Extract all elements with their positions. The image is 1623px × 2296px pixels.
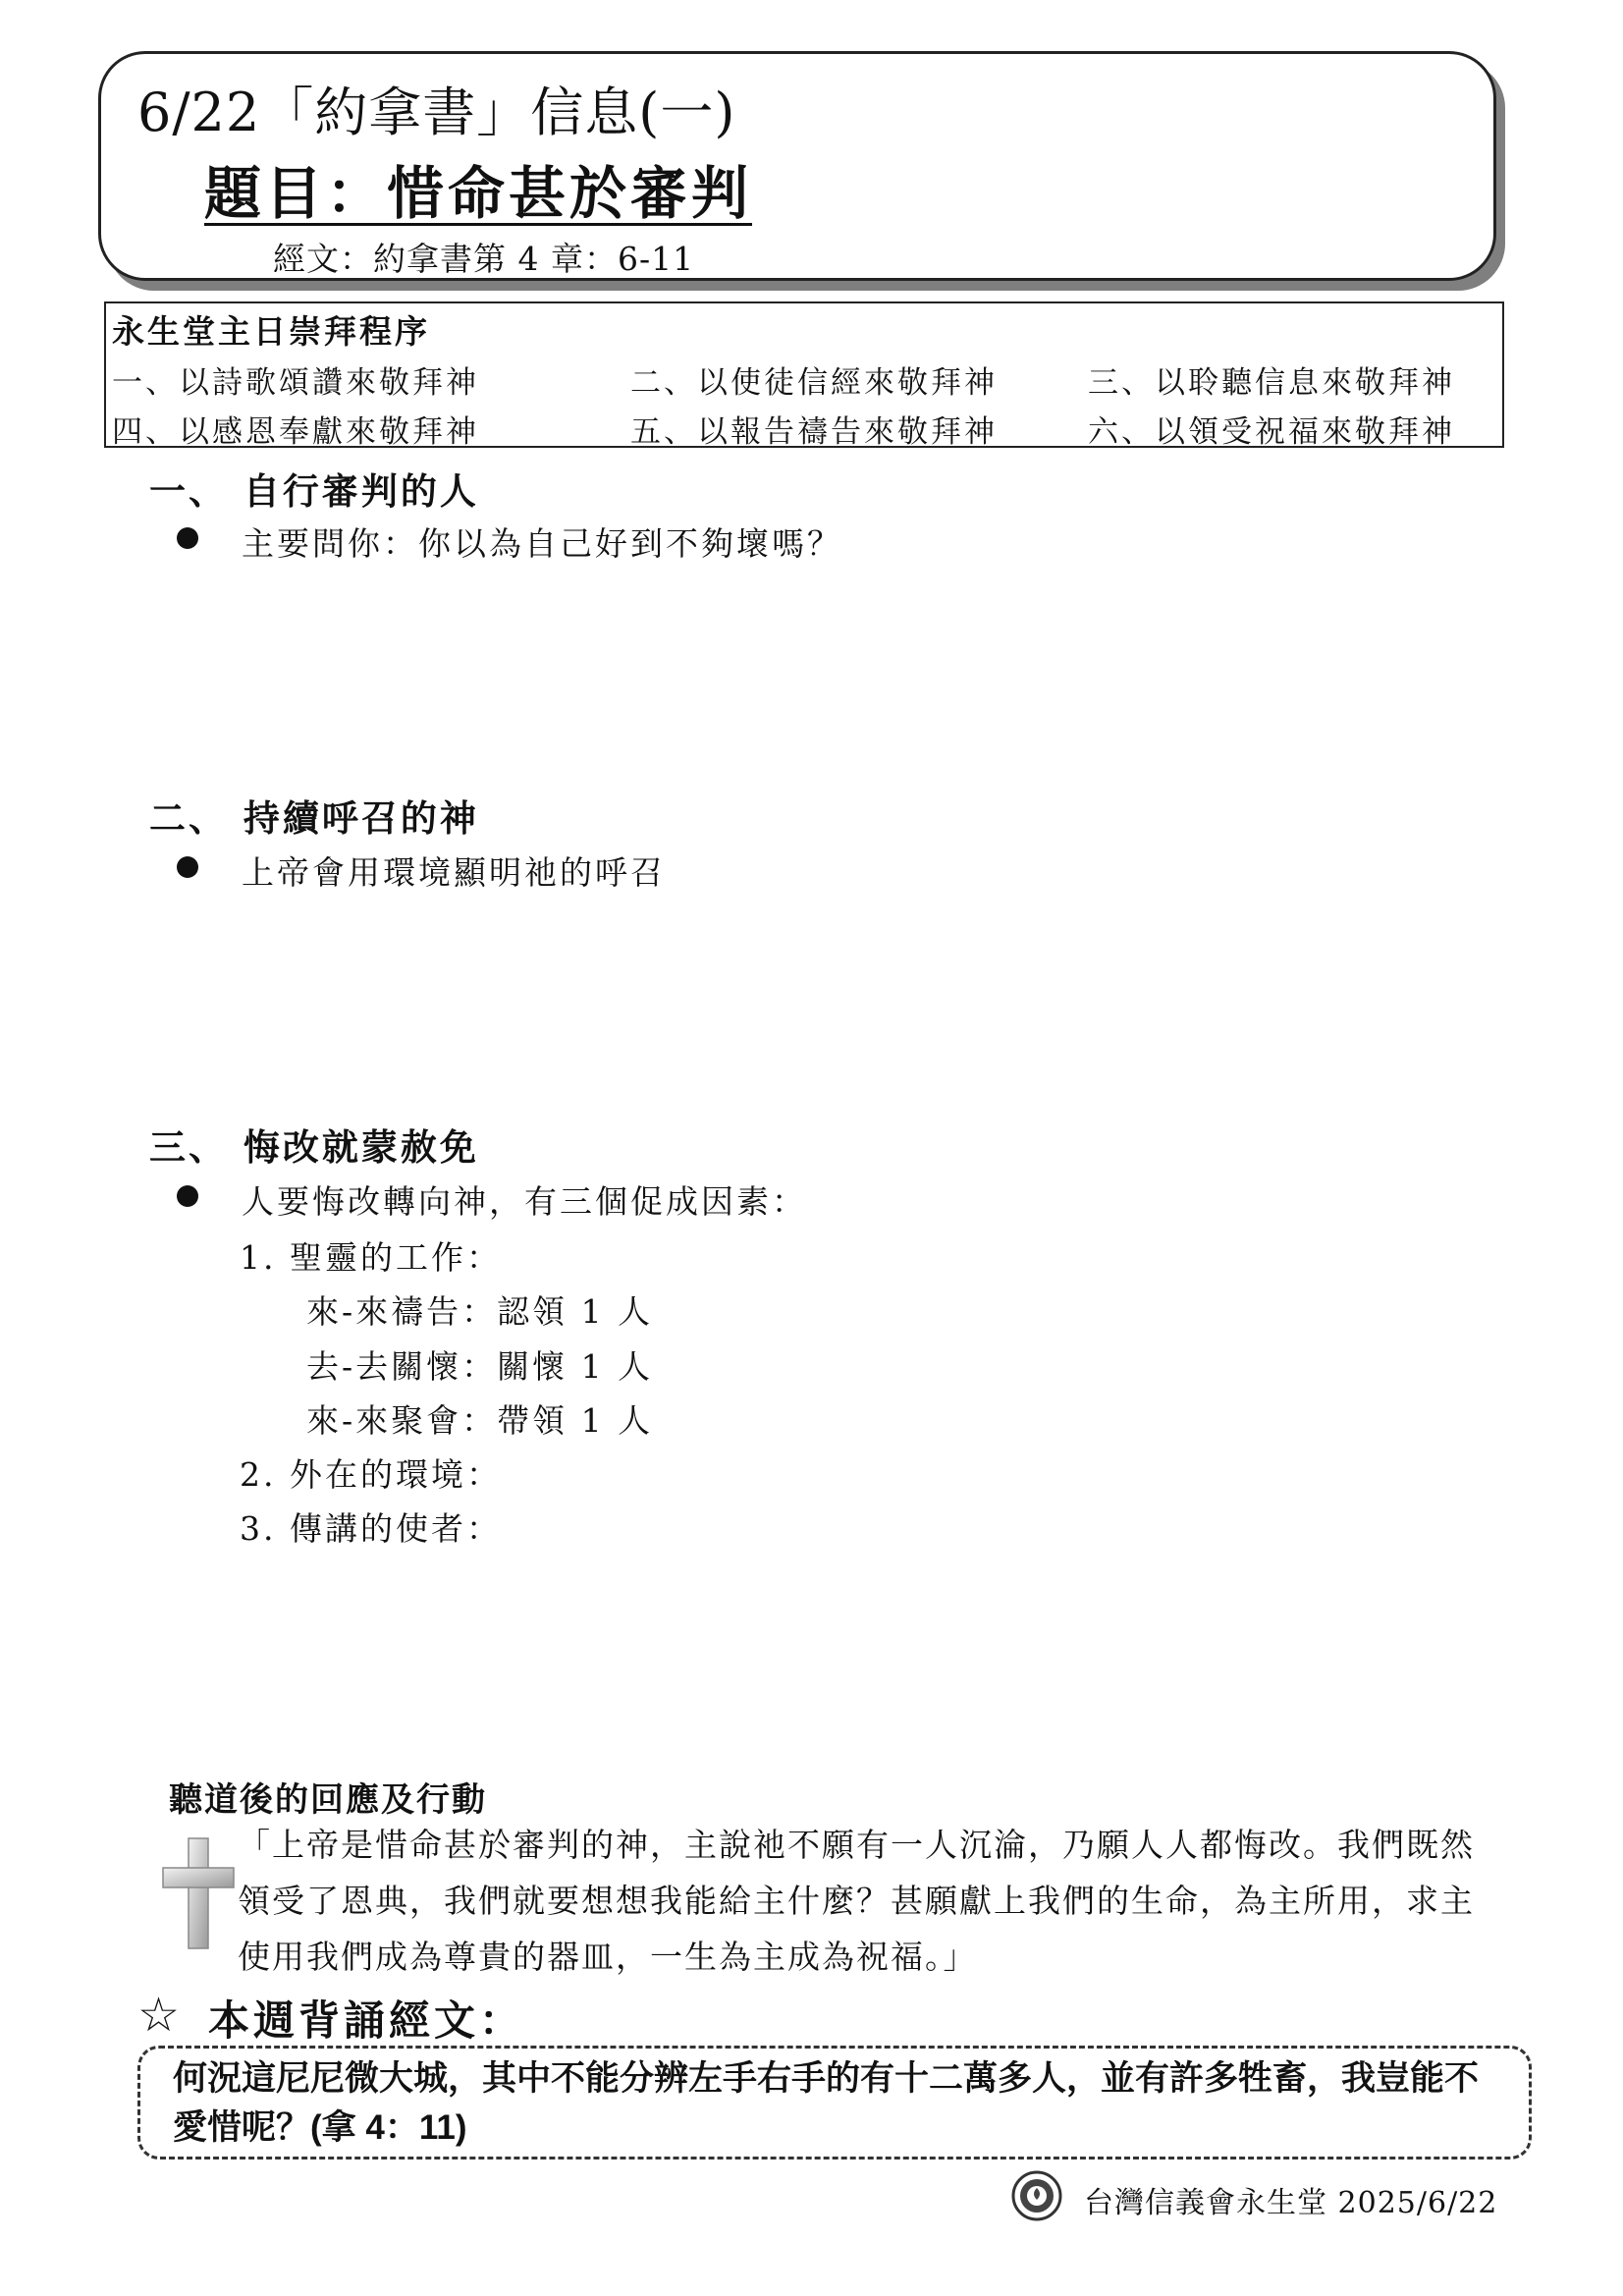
section-bullet-1: 主要問你：你以為自己好到不夠壞嗎？ (242, 524, 842, 563)
factor-sub-item: 來-來禱告：認領 1 人 (306, 1292, 654, 1331)
worship-order-item: 一、以詩歌頌讚來敬拜神 (112, 365, 479, 401)
cross-icon (159, 1834, 238, 1952)
worship-order-item: 六、以領受祝福來敬拜神 (1088, 414, 1455, 450)
section-heading-1: 一、 自行審判的人 (149, 469, 479, 513)
bullet-dot-icon (177, 1185, 198, 1207)
factor-sub-item: 去-去關懷：關懷 1 人 (306, 1347, 654, 1386)
scripture-reference: 經文：約拿書第 4 章：6-11 (273, 240, 695, 278)
response-title: 聽道後的回應及行動 (169, 1780, 487, 1820)
memory-verse-title: 本週背誦經文： (208, 1996, 525, 2045)
worship-order-item: 五、以報告禱告來敬拜神 (630, 414, 998, 450)
sermon-subject: 題目：惜命甚於審判 (204, 160, 753, 227)
worship-order-item: 二、以使徒信經來敬拜神 (630, 365, 998, 401)
factor-item-1: 1. 聖靈的工作： (240, 1238, 502, 1277)
bullet-dot-icon (177, 527, 198, 549)
church-seal-icon (1011, 2170, 1062, 2221)
factor-item-3: 3. 傳講的使者： (240, 1509, 502, 1548)
factor-sub-item: 來-來聚會：帶領 1 人 (306, 1401, 654, 1440)
worship-order-item: 三、以聆聽信息來敬拜神 (1088, 365, 1455, 401)
factor-item-2: 2. 外在的環境： (240, 1455, 502, 1494)
section-heading-3: 三、 悔改就蒙赦免 (149, 1125, 479, 1169)
section-bullet-2: 上帝會用環境顯明祂的呼召 (242, 853, 666, 892)
worship-order-item: 四、以感恩奉獻來敬拜神 (112, 414, 479, 450)
worship-order-title: 永生堂主日崇拜程序 (112, 312, 430, 351)
section-heading-2: 二、 持續呼召的神 (149, 796, 479, 840)
bullet-dot-icon (177, 856, 198, 878)
sermon-title: 6/22「約拿書」信息(一) (137, 82, 736, 143)
memory-verse-text: 何況這尼尼微大城，其中不能分辨左手右手的有十二萬多人，並有許多牲畜，我豈能不愛惜呢？(拿 4：11) (173, 2059, 1480, 2147)
footer-church-date: 台灣信義會永生堂 2025/6/22 (1084, 2186, 1498, 2220)
section-bullet-3: 人要悔改轉向神，有三個促成因素： (242, 1182, 807, 1221)
star-icon: ☆ (137, 1988, 181, 2043)
response-text: 「上帝是惜命甚於審判的神，主說祂不願有一人沉淪，乃願人人都悔改。我們既然領受了恩典，我們就要想想我能給主什麼？甚願獻上我們的生命，為主所用，求主使用我們成為尊貴的器皿，一生為主成為祝福。」 (238, 1826, 1475, 1976)
